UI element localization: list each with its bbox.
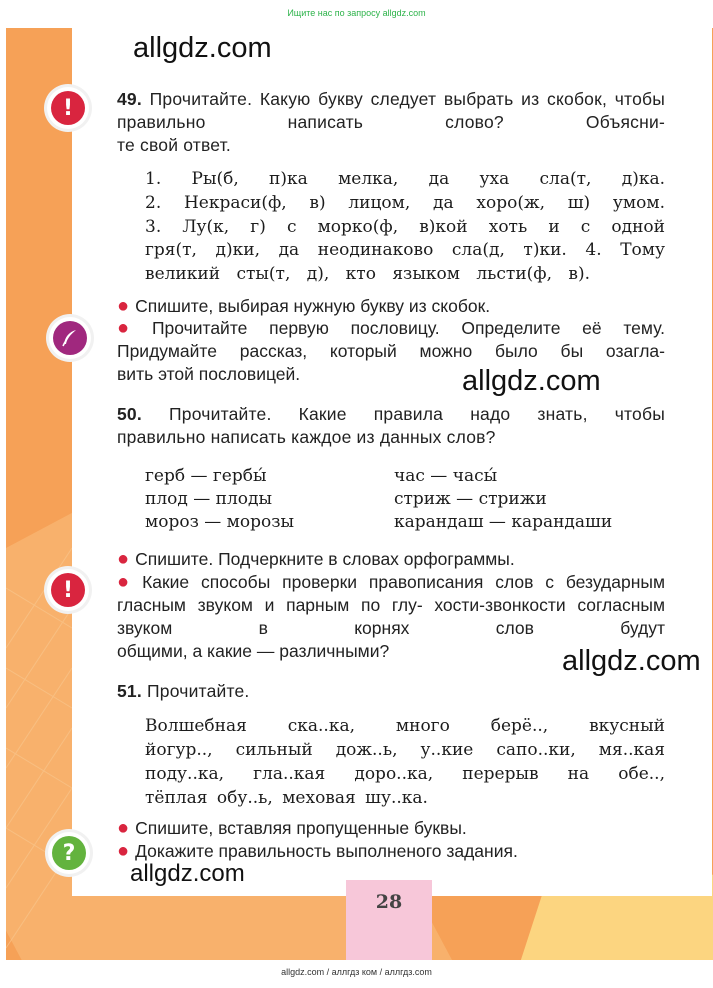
watermark: allgdz.com xyxy=(133,32,272,64)
exclamation-icon: ! xyxy=(47,87,89,129)
exercise-number: 51. xyxy=(117,681,142,701)
word-pair: плод — плоды xyxy=(145,489,273,509)
word-pair: мороз — морозы xyxy=(145,512,295,532)
exercise-49-task-end: вить этой пословицей. xyxy=(117,364,301,384)
exercise-intro: Прочитайте. Какую букву следует выбрать из скобок, чтобы правильно написать слово? Объясни- xyxy=(117,89,666,132)
exercise-51-intro: 51. Прочитайте. xyxy=(117,681,250,701)
exercise-49-task: ● Прочитайте первую пословицу. Определите её тему. Придумайте рассказ, который можно было бы озагла- xyxy=(117,317,665,361)
word-pair: стриж — стрижи xyxy=(394,489,547,509)
exercise-number: 50. xyxy=(117,404,142,424)
exercise-50-intro-end: правильно написать каждое из данных слов? xyxy=(117,427,496,447)
page-number: 28 xyxy=(375,891,403,913)
watermark: allgdz.com xyxy=(130,860,245,887)
exercise-49-line: гря(т, д)ки, да неодинаково сла(д, т)ки. 4. Тому xyxy=(145,240,665,260)
exercise-49-line: великий сты(т, д), кто языком льсти(ф, в). xyxy=(145,264,591,284)
exercise-49-intro xyxy=(117,88,665,134)
question-icon: ? xyxy=(48,832,90,874)
exercise-51-line: Волшебная ска..ка, много берё.., вкусный xyxy=(145,716,665,736)
exercise-49-line: 1. Ры(б, п)ка мелка, да уха сла(т, д)ка. xyxy=(145,169,665,189)
exercise-51-line: йогур.., сильный дож..ь, у..кие сапо..ки, мя..кая xyxy=(145,740,665,760)
exercise-51-task: ● Докажите правильность выполненого задания. xyxy=(117,840,518,862)
exercise-49-line: 2. Некраси(ф, в) лицом, да хоро(ж, ш) умом. xyxy=(145,193,665,213)
watermark: allgdz.com xyxy=(462,365,601,397)
exercise-49-intro-end: те свой ответ. xyxy=(117,135,231,155)
word-pairs-left xyxy=(145,465,294,534)
exclamation-icon: ! xyxy=(47,569,89,611)
word-pair: герб — гербы́ xyxy=(145,466,267,486)
word-pair: час — часы́ xyxy=(394,466,498,486)
exercise-49-line: 3. Лу(к, г) с морко(ф, в)кой хоть и с одной xyxy=(145,217,665,237)
exercise-50-task: ● Спишите. Подчеркните в словах орфограммы. xyxy=(117,548,515,570)
top-banner: Ищите нас по запросу allgdz.com xyxy=(287,8,426,18)
exercise-49-task: ● Спишите, выбирая нужную букву из скобок. xyxy=(117,295,491,317)
exercise-50-task-end: общими, а какие — различными? xyxy=(117,641,390,661)
bottom-banner: allgdz.com / аллгдз ком / аллгдз.com xyxy=(281,967,432,977)
exercise-51-task: ● Спишите, вставляя пропущенные буквы. xyxy=(117,817,467,839)
exercise-51-line: поду..ка, гла..кая доро..ка, перерыв на обе.., xyxy=(145,764,665,784)
word-pairs-right xyxy=(394,465,612,534)
quill-icon xyxy=(49,317,91,359)
word-pair: карандаш — карандаши xyxy=(394,512,613,532)
exercise-number: 49. xyxy=(117,89,142,109)
exercise-50-intro: 50. Прочитайте. Какие правила надо знать, чтобы xyxy=(117,404,665,424)
quill-shape xyxy=(60,328,80,348)
watermark: allgdz.com xyxy=(562,645,701,677)
exercise-50-task: ● Какие способы проверки правописания слов с безударным гласным звуком и парным по глу- хости-звонкости согласным звуком в корнях слов будут xyxy=(117,571,665,638)
exercise-51-line: тёплая обу..ь, меховая шу..ка. xyxy=(145,788,428,808)
